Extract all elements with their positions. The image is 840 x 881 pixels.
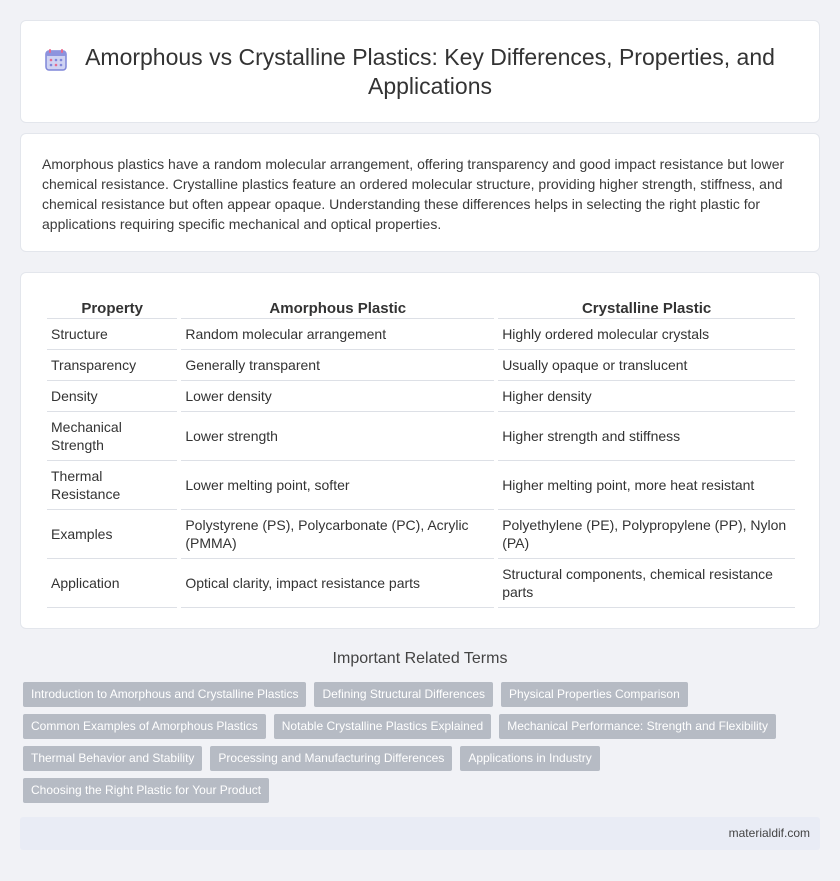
related-term-tag[interactable]: Common Examples of Amorphous Plastics bbox=[23, 714, 266, 739]
related-term-tag[interactable]: Notable Crystalline Plastics Explained bbox=[274, 714, 491, 739]
table-row bbox=[47, 319, 795, 350]
related-term-tag[interactable]: Thermal Behavior and Stability bbox=[23, 746, 202, 771]
header-crystalline: Crystalline Plastic bbox=[498, 297, 795, 319]
table-row bbox=[47, 350, 795, 381]
row-amorphous: Optical clarity, impact resistance parts bbox=[181, 559, 494, 608]
related-term-tag[interactable]: Defining Structural Differences bbox=[314, 682, 493, 707]
row-amorphous: Lower density bbox=[181, 381, 494, 412]
row-amorphous: Random molecular arrangement bbox=[181, 319, 494, 350]
row-crystalline: Highly ordered molecular crystals bbox=[498, 319, 795, 350]
related-terms-list bbox=[23, 682, 813, 810]
table-row bbox=[47, 559, 795, 608]
footer bbox=[20, 817, 820, 850]
row-property: Mechanical Strength bbox=[47, 412, 177, 461]
row-amorphous: Generally transparent bbox=[181, 350, 494, 381]
row-property: Transparency bbox=[47, 350, 177, 381]
related-term-tag[interactable]: Introduction to Amorphous and Crystalline Plastics bbox=[23, 682, 306, 707]
row-crystalline: Usually opaque or translucent bbox=[498, 350, 795, 381]
row-crystalline: Higher strength and stiffness bbox=[498, 412, 795, 461]
related-terms-title: Important Related Terms bbox=[332, 650, 508, 667]
row-amorphous: Lower strength bbox=[181, 412, 494, 461]
row-property: Thermal Resistance bbox=[47, 461, 177, 510]
related-term-tag[interactable]: Choosing the Right Plastic for Your Product bbox=[23, 778, 269, 803]
comparison-card bbox=[20, 272, 820, 629]
table-row bbox=[47, 412, 795, 461]
intro-paragraph: Amorphous plastics have a random molecular arrangement, offering transparency and good impact resistance but lower chemical resistance. Crystalline plastics feature an ordered molecular structure, providing higher strength, stiffness, and chemical resistance but often appear opaque. Understanding these differences helps in selecting the right plastic for applications requiring specific mechanical and optical properties. bbox=[42, 156, 785, 232]
table-header-row bbox=[47, 297, 795, 319]
related-term-tag[interactable]: Mechanical Performance: Strength and Flexibility bbox=[499, 714, 776, 739]
title-card bbox=[20, 20, 820, 123]
row-amorphous: Lower melting point, softer bbox=[181, 461, 494, 510]
footer-site-link[interactable]: materialdif.com bbox=[728, 826, 810, 840]
row-amorphous: Polystyrene (PS), Polycarbonate (PC), Acrylic (PMMA) bbox=[181, 510, 494, 559]
comparison-table bbox=[43, 297, 799, 608]
row-crystalline: Structural components, chemical resistance parts bbox=[498, 559, 795, 608]
page-title: Amorphous vs Crystalline Plastics: Key Differences, Properties, and Applications bbox=[85, 44, 775, 99]
intro-card bbox=[20, 133, 820, 252]
row-crystalline: Higher melting point, more heat resistant bbox=[498, 461, 795, 510]
row-crystalline: Polyethylene (PE), Polypropylene (PP), Nylon (PA) bbox=[498, 510, 795, 559]
row-property: Structure bbox=[47, 319, 177, 350]
row-property: Density bbox=[47, 381, 177, 412]
table-row bbox=[47, 461, 795, 510]
related-term-tag[interactable]: Applications in Industry bbox=[460, 746, 599, 771]
row-crystalline: Higher density bbox=[498, 381, 795, 412]
table-row bbox=[47, 510, 795, 559]
header-property: Property bbox=[47, 297, 177, 319]
table-row bbox=[47, 381, 795, 412]
row-property: Application bbox=[47, 559, 177, 608]
related-term-tag[interactable]: Physical Properties Comparison bbox=[501, 682, 688, 707]
row-property: Examples bbox=[47, 510, 177, 559]
related-term-tag[interactable]: Processing and Manufacturing Differences bbox=[210, 746, 452, 771]
header-amorphous: Amorphous Plastic bbox=[181, 297, 494, 319]
